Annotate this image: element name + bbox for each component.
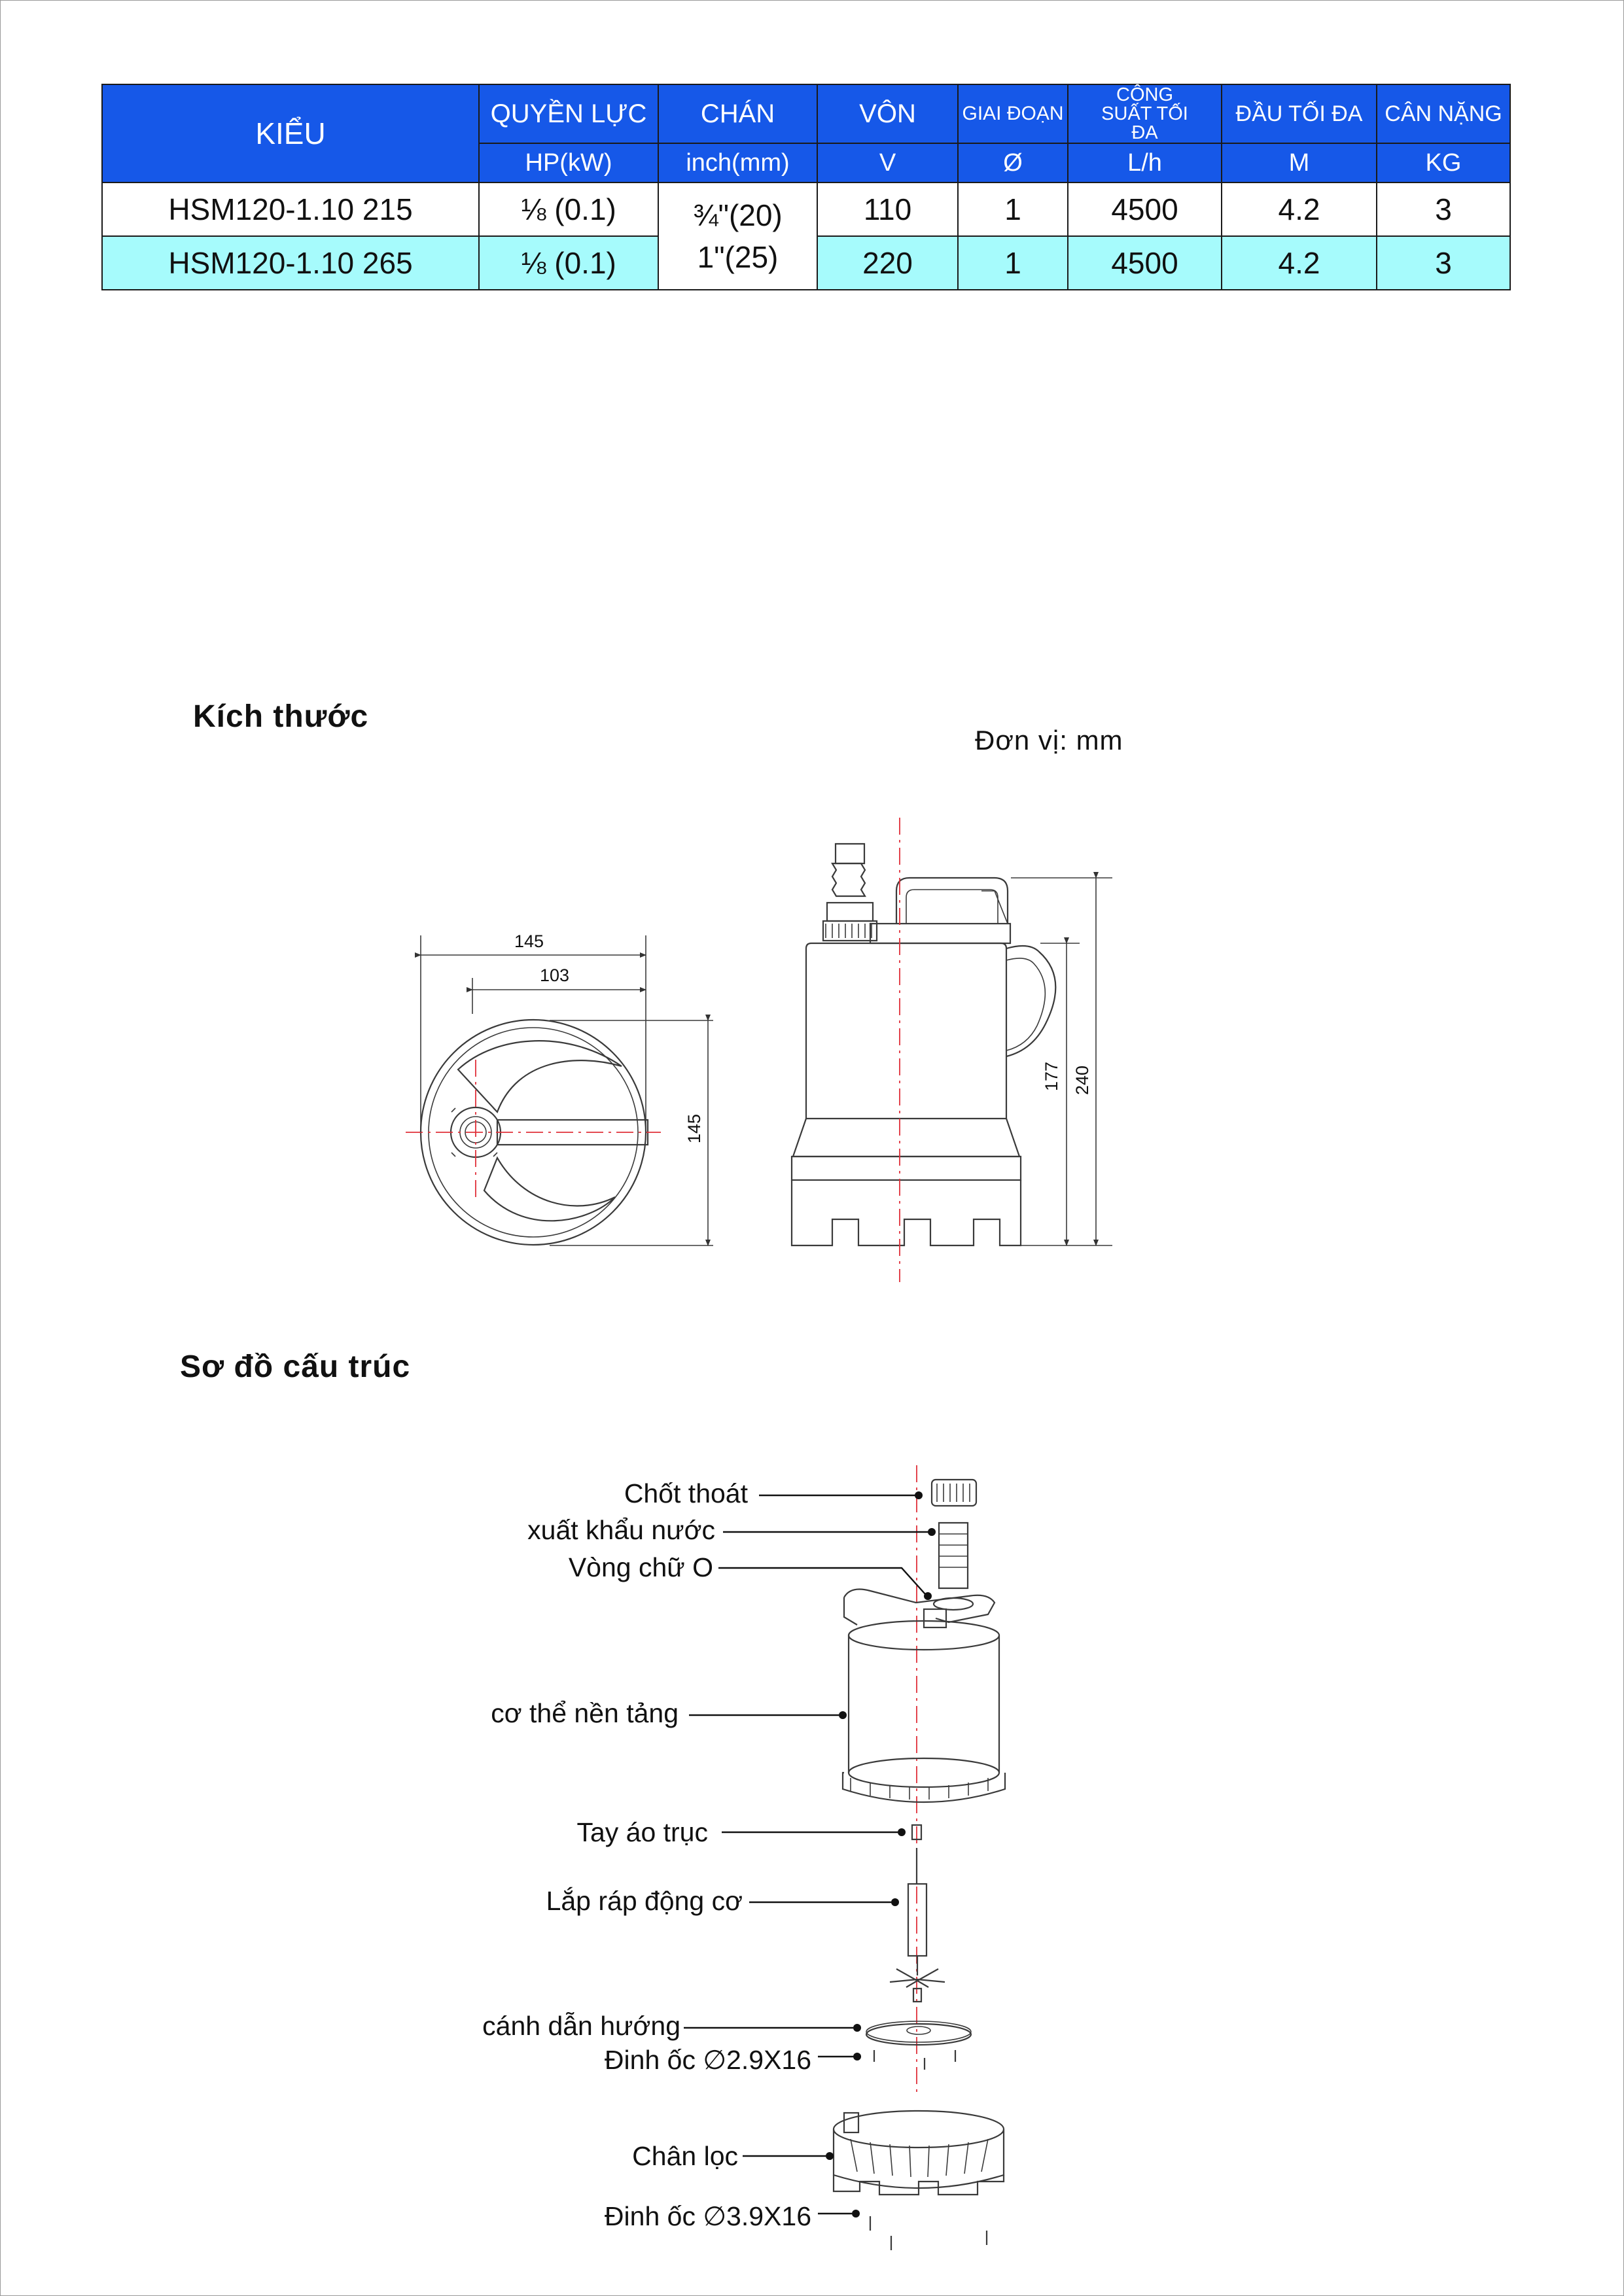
header-voltage: VÔN [817,84,958,143]
unit-phase: Ø [958,143,1068,183]
part-label-drain-plug: Chốt thoát [624,1478,748,1508]
dim-total-height: 240 [1072,1065,1092,1095]
part-label-o-ring: Vòng chữ O [568,1552,713,1582]
header-weight: CÂN NẶNG [1377,84,1510,143]
top-view-drawing [406,931,713,1245]
outlet-size-b: 1"(25) [697,240,779,274]
row-model: HSM120-1.10 215 [102,183,479,236]
unit-power: HP(kW) [479,143,658,183]
part-label-base-body: cơ thể nền tảng [491,1698,679,1728]
header-outlet: CHÁN [658,84,817,143]
part-label-screw-large: Đinh ốc ∅3.9X16 [604,2201,811,2231]
dim-depth: 145 [684,1113,704,1143]
row-weight: 3 [1377,236,1510,290]
part-label-screw-small: Đinh ốc ∅2.9X16 [604,2045,811,2075]
row-power: ⅛ (0.1) [479,183,658,236]
unit-max-flow: L/h [1068,143,1222,183]
part-label-guide-vane: cánh dẫn hướng [482,2011,680,2041]
row-power: ⅛ (0.1) [479,236,658,290]
dim-inner-width: 103 [540,965,570,985]
header-model: KIỂU [102,84,479,183]
row-phase: 1 [958,236,1068,290]
side-view-drawing [792,818,1112,1282]
exploded-view-drawing [834,1465,1005,2250]
row-weight: 3 [1377,183,1510,236]
header-max-head: ĐẦU TỐI ĐA [1222,84,1377,143]
unit-label: Đơn vị: mm [975,725,1123,756]
header-max-flow-text: CÔNG SUẤT TỐI ĐA [1101,84,1188,143]
row-phase: 1 [958,183,1068,236]
row-max-head: 4.2 [1222,183,1377,236]
row-voltage: 110 [817,183,958,236]
row-max-head: 4.2 [1222,236,1377,290]
unit-voltage: V [817,143,958,183]
header-phase: GIAI ĐOẠN [958,84,1068,143]
part-label-motor-assembly: Lắp ráp động cơ [546,1886,743,1916]
outlet-size-a: ¾"(20) [693,198,783,232]
row-max-flow: 4500 [1068,236,1222,290]
row-model: HSM120-1.10 265 [102,236,479,290]
structure-title: Sơ đồ cấu trúc [180,1349,411,1384]
part-label-shaft-sleeve: Tay áo trục [576,1817,708,1847]
unit-outlet: inch(mm) [658,143,817,183]
dim-body-height: 177 [1042,1061,1061,1091]
row-voltage: 220 [817,236,958,290]
header-power: QUYỀN LỰC [479,84,658,143]
dim-outer-width: 145 [514,931,544,951]
row-max-flow: 4500 [1068,183,1222,236]
part-labels [482,1478,936,2231]
part-label-water-outlet: xuất khẩu nước [527,1515,715,1545]
unit-max-head: M [1222,143,1377,183]
unit-weight: KG [1377,143,1510,183]
dimensions-title: Kích thước [193,699,369,734]
part-label-filter-base: Chân lọc [632,2141,738,2171]
